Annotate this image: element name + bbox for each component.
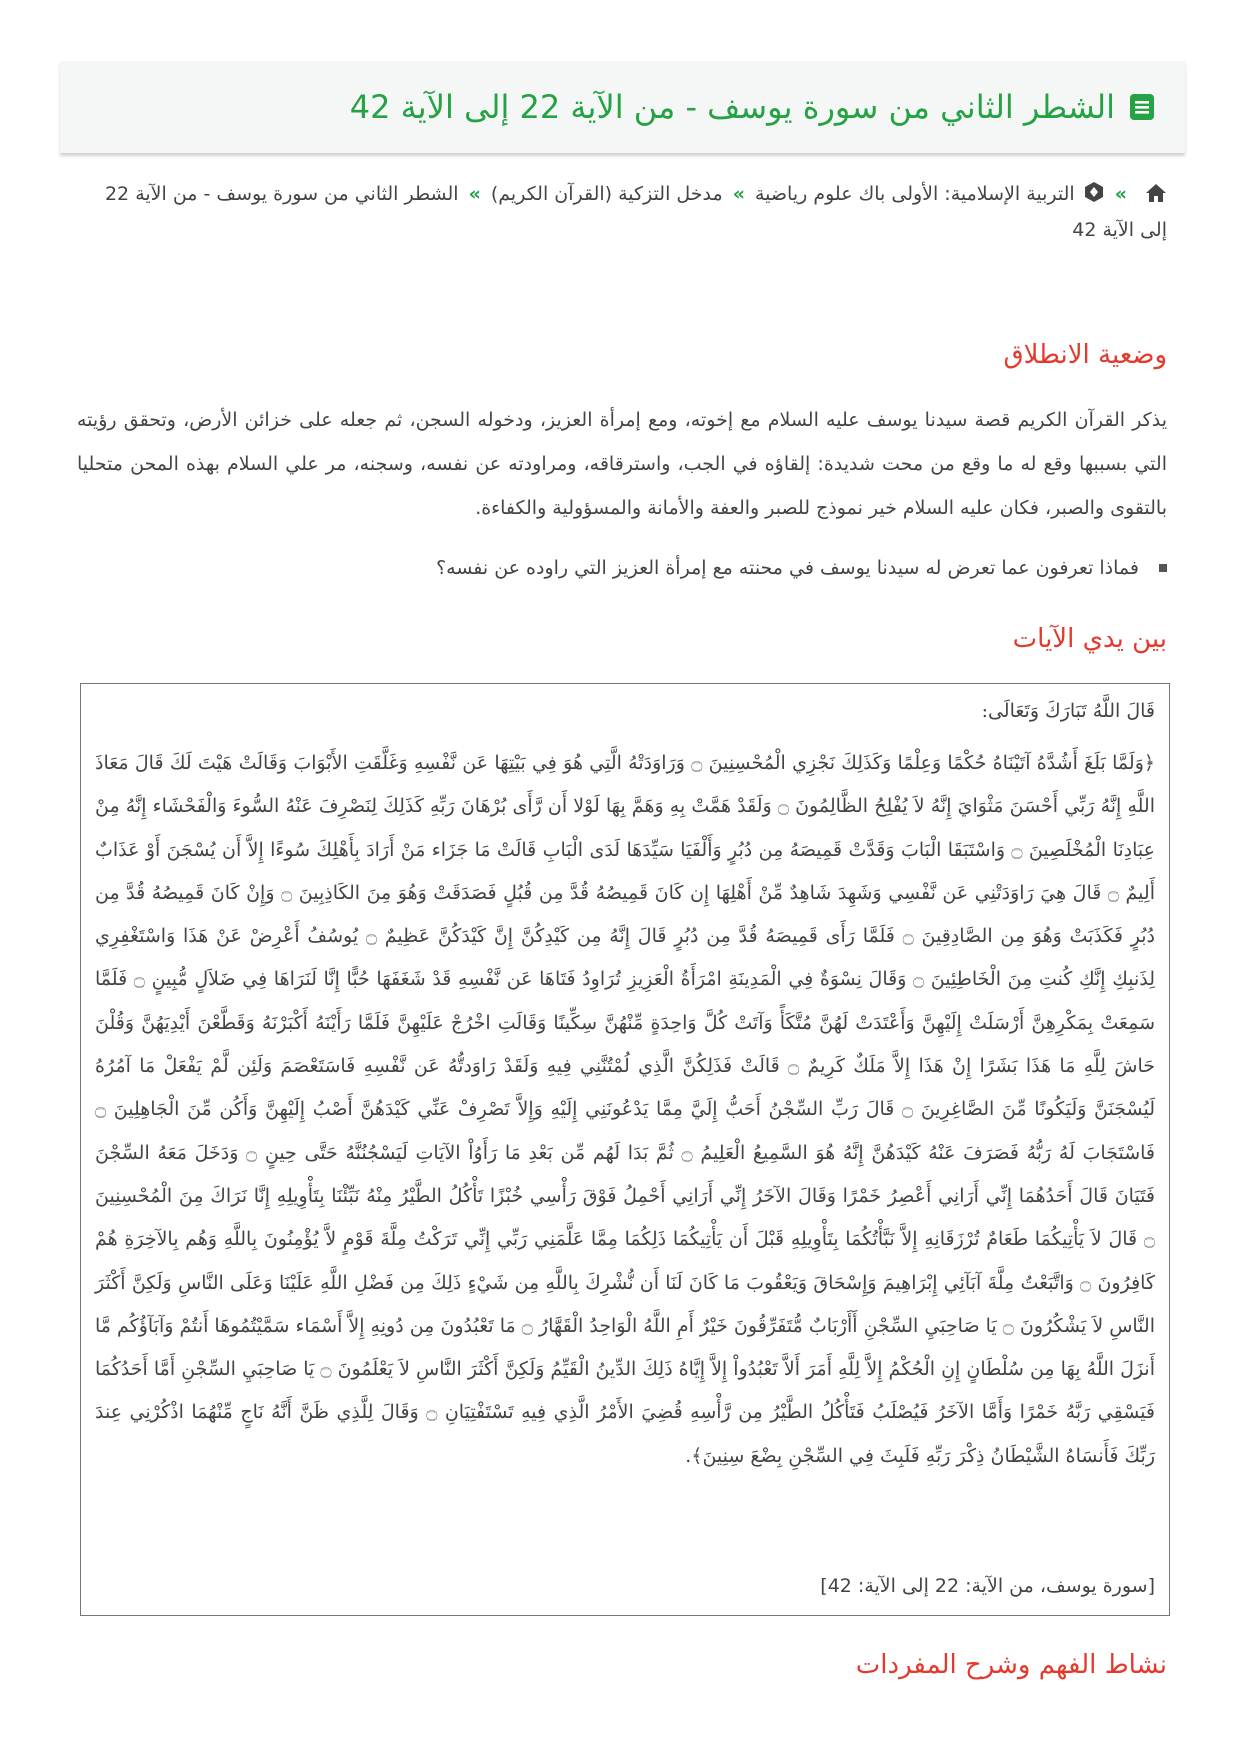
course-icon (1083, 181, 1105, 203)
breadcrumb-separator: » (732, 183, 745, 205)
page-title-bar (60, 61, 1185, 153)
breadcrumb-item-course[interactable]: التربية الإسلامية: الأولى باك علوم رياضية (754, 183, 1075, 205)
bullet-icon (1159, 564, 1167, 572)
list-item (77, 548, 1167, 588)
verses-box (80, 683, 1170, 1616)
section-heading-comprehension: نشاط الفهم وشرح المفردات (855, 1650, 1167, 1680)
verses-intro: قَالَ اللَّهُ تَبَارَكَ وَتَعَالَى: (981, 700, 1155, 722)
intro-question: فماذا تعرفون عما تعرض له سيدنا يوسف في محنته مع إمرأة العزيز التي راوده عن نفسه؟ (436, 557, 1139, 579)
section-heading-start: وضعية الانطلاق (1003, 340, 1167, 370)
breadcrumb-item-current: الشطر الثاني من سورة يوسف - من الآية 22 إلى الآية 42 (104, 183, 1167, 241)
breadcrumb-separator: » (468, 183, 481, 205)
home-icon[interactable] (1145, 183, 1167, 203)
breadcrumb-item-module[interactable]: مدخل التزكية (القرآن الكريم) (490, 183, 723, 205)
quran-verses: ﴿وَلَمَّا بَلَغَ أَشُدَّهُ آتَيْنَاهُ حُكْمًا وَعِلْمًا وَكَذَلِكَ نَجْزِي الْمُحْسِنِينَ ۝ وَرَاوَدَتْهُ الَّتِي هُوَ فِي بَيْتِهَا عَن نَّفْسِهِ وَغَلَّقَتِ الأَبْوَابَ وَقَالَتْ هَيْتَ لَكَ قَالَ مَعَاذَ اللَّهِ إِنَّهُ رَبِّي أَحْسَنَ مَثْوَايَ إِنَّهُ لاَ يُفْلِحُ الظَّالِمُونَ ۝ وَلَقَدْ هَمَّتْ بِهِ وَهَمَّ بِهَا لَوْلا أَن رَّأَى بُرْهَانَ رَبِّهِ كَذَلِكَ لِنَصْرِفَ عَنْهُ السُّوءَ وَالْفَحْشَاء إِنَّهُ مِنْ عِبَادِنَا الْمُخْلَصِينَ ۝ وَاسْتَبَقَا الْبَابَ وَقَدَّتْ قَمِيصَهُ مِن دُبُرٍ وَأَلْفَيَا سَيِّدَهَا لَدَى الْبَابِ قَالَتْ مَا جَزَاء مَنْ أَرَادَ بِأَهْلِكَ سُوءًا إِلاَّ أَن يُسْجَنَ أَوْ عَذَابٌ أَلِيمٌ ۝ قَالَ هِيَ رَاوَدَتْنِي عَن نَّفْسِي وَشَهِدَ شَاهِدٌ مِّنْ أَهْلِهَا إِن كَانَ قَمِيصُهُ قُدَّ مِن قُبُلٍ فَصَدَقَتْ وَهُوَ مِنَ الكَاذِبِينَ ۝ وَإِنْ كَانَ قَمِيصُهُ قُدَّ مِن دُبُرٍ فَكَذَبَتْ وَهُوَ مِن الصَّادِقِينَ ۝ فَلَمَّا رَأَى قَمِيصَهُ قُدَّ مِن دُبُرٍ قَالَ إِنَّهُ مِن كَيْدِكُنَّ إِنَّ كَيْدَكُنَّ عَظِيمٌ ۝ يُوسُفُ أَعْرِضْ عَنْ هَذَا وَاسْتَغْفِرِي لِذَنبِكِ إِنَّكِ كُنتِ مِنَ الْخَاطِئِينَ ۝ وَقَالَ نِسْوَةٌ فِي الْمَدِينَةِ امْرَأَةُ الْعَزِيزِ تُرَاوِدُ فَتَاهَا عَن نَّفْسِهِ قَدْ شَغَفَهَا حُبًّا إِنَّا لَنَرَاهَا فِي ضَلاَلٍ مُّبِينٍ ۝ فَلَمَّا سَمِعَتْ بِمَكْرِهِنَّ أَرْسَلَتْ إِلَيْهِنَّ وَأَعْتَدَتْ لَهُنَّ مُتَّكَأً وَآتَتْ كُلَّ وَاحِدَةٍ مِّنْهُنَّ سِكِّينًا وَقَالَتِ اخْرُجْ عَلَيْهِنَّ فَلَمَّا رَأَيْنَهُ أَكْبَرْنَهُ وَقَطَّعْنَ أَيْدِيَهُنَّ وَقُلْنَ حَاشَ لِلَّهِ مَا هَذَا بَشَرًا إِنْ هَذَا إِلاَّ مَلَكٌ كَرِيمٌ ۝ قَالَتْ فَذَلِكُنَّ الَّذِي لُمْتُنَّنِي فِيهِ وَلَقَدْ رَاوَدتُّهُ عَن نَّفْسِهِ فَاسَتَعْصَمَ وَلَئِن لَّمْ يَفْعَلْ مَا آمُرُهُ لَيُسْجَنَنَّ وَلَيَكُونًا مِّنَ الصَّاغِرِينَ ۝ قَالَ رَبِّ السِّجْنُ أَحَبُّ إِلَيَّ مِمَّا يَدْعُونَنِي إِلَيْهِ وَإِلاَّ تَصْرِفْ عَنِّي كَيْدَهُنَّ أَصْبُ إِلَيْهِنَّ وَأَكُن مِّنَ الْجَاهِلِينَ ۝ فَاسْتَجَابَ لَهُ رَبُّهُ فَصَرَفَ عَنْهُ كَيْدَهُنَّ إِنَّهُ هُوَ السَّمِيعُ الْعَلِيمُ ۝ ثُمَّ بَدَا لَهُم مِّن بَعْدِ مَا رَأَوُاْ الآيَاتِ لَيَسْجُنُنَّهُ حَتَّى حِينٍ ۝ وَدَخَلَ مَعَهُ السِّجْنَ فَتَيَانَ قَالَ أَحَدُهُمَا إِنِّي أَرَانِي أَعْصِرُ خَمْرًا وَقَالَ الآخَرُ إِنِّي أَرَانِي أَحْمِلُ فَوْقَ رَأْسِي خُبْزًا تَأْكُلُ الطَّيْرُ مِنْهُ نَبِّئْنَا بِتَأْوِيلِهِ إِنَّا نَرَاكَ مِنَ الْمُحْسِنِينَ ۝ قَالَ لاَ يَأْتِيكُمَا طَعَامٌ تُرْزَقَانِهِ إِلاَّ نَبَّأْتُكُمَا بِتَأْوِيلِهِ قَبْلَ أَن يَأْتِيكُمَا ذَلِكُمَا مِمَّا عَلَّمَنِي رَبِّي إِنِّي تَرَكْتُ مِلَّةَ قَوْمٍ لاَّ يُؤْمِنُونَ بِاللَّهِ وَهُم بِالآخِرَةِ هُمْ كَافِرُونَ ۝ وَاتَّبَعْتُ مِلَّةَ آبَآئِي إِبْرَاهِيمَ وَإِسْحَاقَ وَيَعْقُوبَ مَا كَانَ لَنَا أَن نُّشْرِكَ بِاللَّهِ مِن شَيْءٍ ذَلِكَ مِن فَضْلِ اللَّهِ عَلَيْنَا وَعَلَى النَّاسِ وَلَكِنَّ أَكْثَرَ النَّاسِ لاَ يَشْكُرُونَ ۝ يَا صَاحِبَيِ السِّجْنِ أَأَرْبَابٌ مُّتَفَرِّقُونَ خَيْرٌ أَمِ اللَّهُ الْوَاحِدُ الْقَهَّارُ ۝ مَا تَعْبُدُونَ مِن دُونِهِ إِلاَّ أَسْمَاء سَمَّيْتُمُوهَا أَنتُمْ وَآبَآؤُكُم مَّا أَنزَلَ اللَّهُ بِهَا مِن سُلْطَانٍ إِنِ الْحُكْمُ إِلاَّ لِلَّهِ أَمَرَ أَلاَّ تَعْبُدُواْ إِلاَّ إِيَّاهُ ذَلِكَ الدِّينُ الْقَيِّمُ وَلَكِنَّ أَكْثَرَ النَّاسِ لاَ يَعْلَمُونَ ۝ يَا صَاحِبَيِ السِّجْنِ أَمَّا أَحَدُكُمَا فَيَسْقِي رَبَّهُ خَمْرًا وَأَمَّا الآخَرُ فَيُصْلَبُ فَتَأْكُلُ الطَّيْرُ مِن رَّأْسِهِ قُضِيَ الأَمْرُ الَّذِي فِيهِ تَسْتَفْتِيَانِ ۝ وَقَالَ لِلَّذِي ظَنَّ أَنَّهُ نَاجٍ مِّنْهُمَا اذْكُرْنِي عِندَ رَبِّكَ فَأَنسَاهُ الشَّيْطَانُ ذِكْرَ رَبِّهِ فَلَبِثَ فِي السِّجْنِ بِضْعَ سِنِينَ﴾. (95, 752, 1156, 1467)
breadcrumb (87, 176, 1167, 248)
breadcrumb-separator: » (1114, 183, 1127, 205)
verses-reference: [سورة يوسف، من الآية: 22 إلى الآية: 42] (820, 1575, 1155, 1597)
page-title: الشطر الثاني من سورة يوسف - من الآية 22 إلى الآية 42 (349, 88, 1115, 126)
section-heading-verses: بين يدي الآيات (1012, 624, 1167, 654)
intro-paragraph: يذكر القرآن الكريم قصة سيدنا يوسف عليه السلام مع إخوته، ومع إمرأة العزيز، ودخوله السجن، ثم جعله على خزائن الأرض، وتحقق رؤيته التي بسببها وقع له ما وقع من محت شديدة: إلقاؤه في الجب، واسترقاقه، ومراودته عن نفسه، وسجنه، مر علي السلام بهذه المحن متحليا بالتقوى والصبر، فكان عليه السلام خير نموذج للصبر والعفة والأمانة والمسؤولية والكفاءة. (77, 409, 1167, 519)
document-icon (1129, 93, 1155, 121)
